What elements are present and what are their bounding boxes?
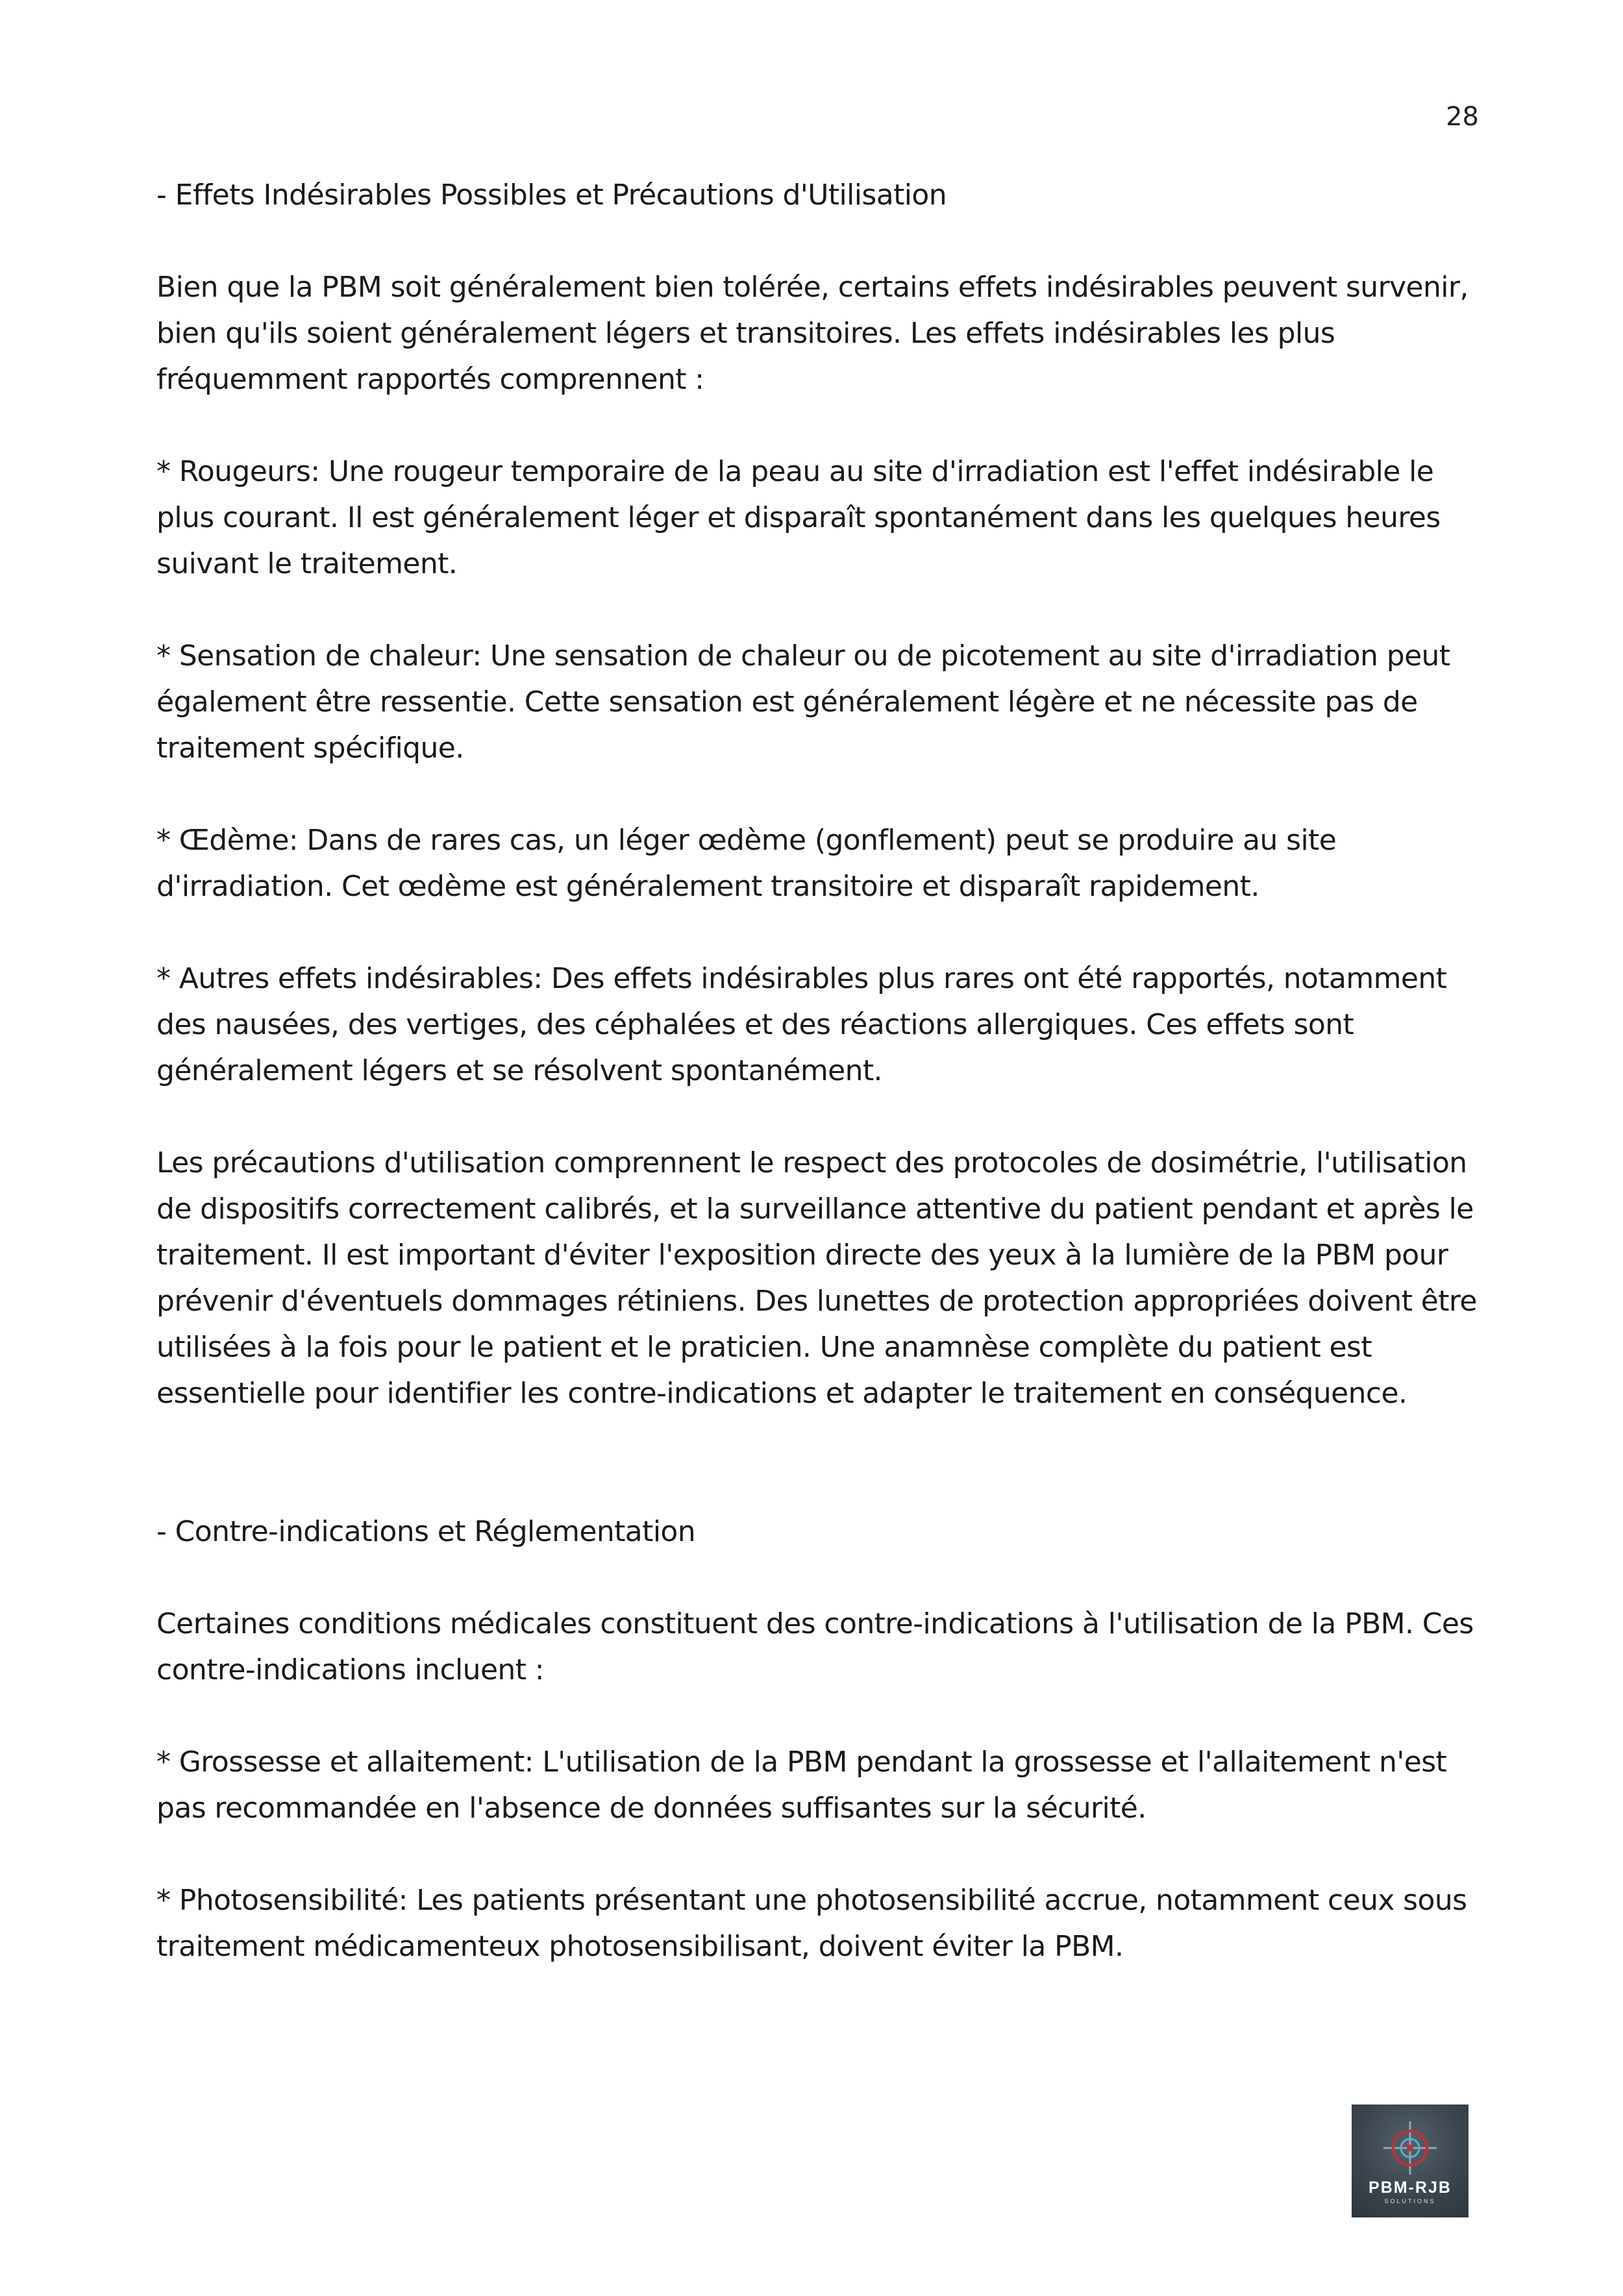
logo-subtitle: SOLUTIONS [1384,2198,1436,2204]
list-item-chaleur: * Sensation de chaleur: Une sensation de chaleur ou de picotement au site d'irradiation peut également être ressentie. Cette sensation est généralement légère et ne nécessite pas de traitement spécifique. [156,639,1450,765]
list-item-oedeme: * Œdème: Dans de rares cas, un léger œdème (gonflement) peut se produire au site d'irradiation. Cet œdème est généralement transitoire et disparaît rapidement. [156,824,1337,903]
document-body [156,172,1481,1969]
list-item-autres-effets: * Autres effets indésirables: Des effets indésirables plus rares ont été rapportés, notamment des nausées, des vertiges, des céphalées et des réactions allergiques. Ces effets sont généralement légers et se résolvent spontanément. [156,962,1447,1087]
section-heading-contre-indications: - Contre-indications et Réglementation [156,1515,696,1548]
section-heading-effets: - Effets Indésirables Possibles et Précautions d'Utilisation [156,179,947,212]
paragraph-intro-effets: Bien que la PBM soit généralement bien tolérée, certains effets indésirables peuvent survenir, bien qu'ils soient généralement légers et transitoires. Les effets indésirables les plus fréquemment rapportés comprennent : [156,271,1468,396]
page-number: 28 [1446,102,1479,132]
paragraph-intro-contre-indications: Certaines conditions médicales constituent des contre-indications à l'utilisation de la PBM. Ces contre-indications incluent : [156,1607,1474,1686]
list-item-rougeurs: * Rougeurs: Une rougeur temporaire de la peau au site d'irradiation est l'effet indésirable le plus courant. Il est généralement léger et disparaît spontanément dans les quelques heures suivant le traitement. [156,455,1441,580]
logo-title: PBM-RJB [1369,2179,1452,2197]
list-item-grossesse: * Grossesse et allaitement: L'utilisation de la PBM pendant la grossesse et l'allaitement n'est pas recommandée en l'absence de données suffisantes sur la sécurité. [156,1746,1447,1825]
company-logo [1352,2105,1468,2217]
list-item-photosensibilite: * Photosensibilité: Les patients présentant une photosensibilité accrue, notamment ceux sous traitement médicamenteux photosensibilisant, doivent éviter la PBM. [156,1884,1467,1963]
paragraph-precautions: Les précautions d'utilisation comprennent le respect des protocoles de dosimétrie, l'utilisation de dispositifs correctement calibrés, et la surveillance attentive du patient pendant et après le traitement. Il est important d'éviter l'exposition directe des yeux à la lumière de la PBM pour prévenir d'éventuels dommages rétiniens. Des lunettes de protection appropriées doivent être utilisées à la fois pour le patient et le praticien. Une anamnèse complète du patient est essentielle pour identifier les contre-indications et adapter le traitement en conséquence. [156,1146,1477,1410]
crosshair-icon [1381,2119,1439,2177]
